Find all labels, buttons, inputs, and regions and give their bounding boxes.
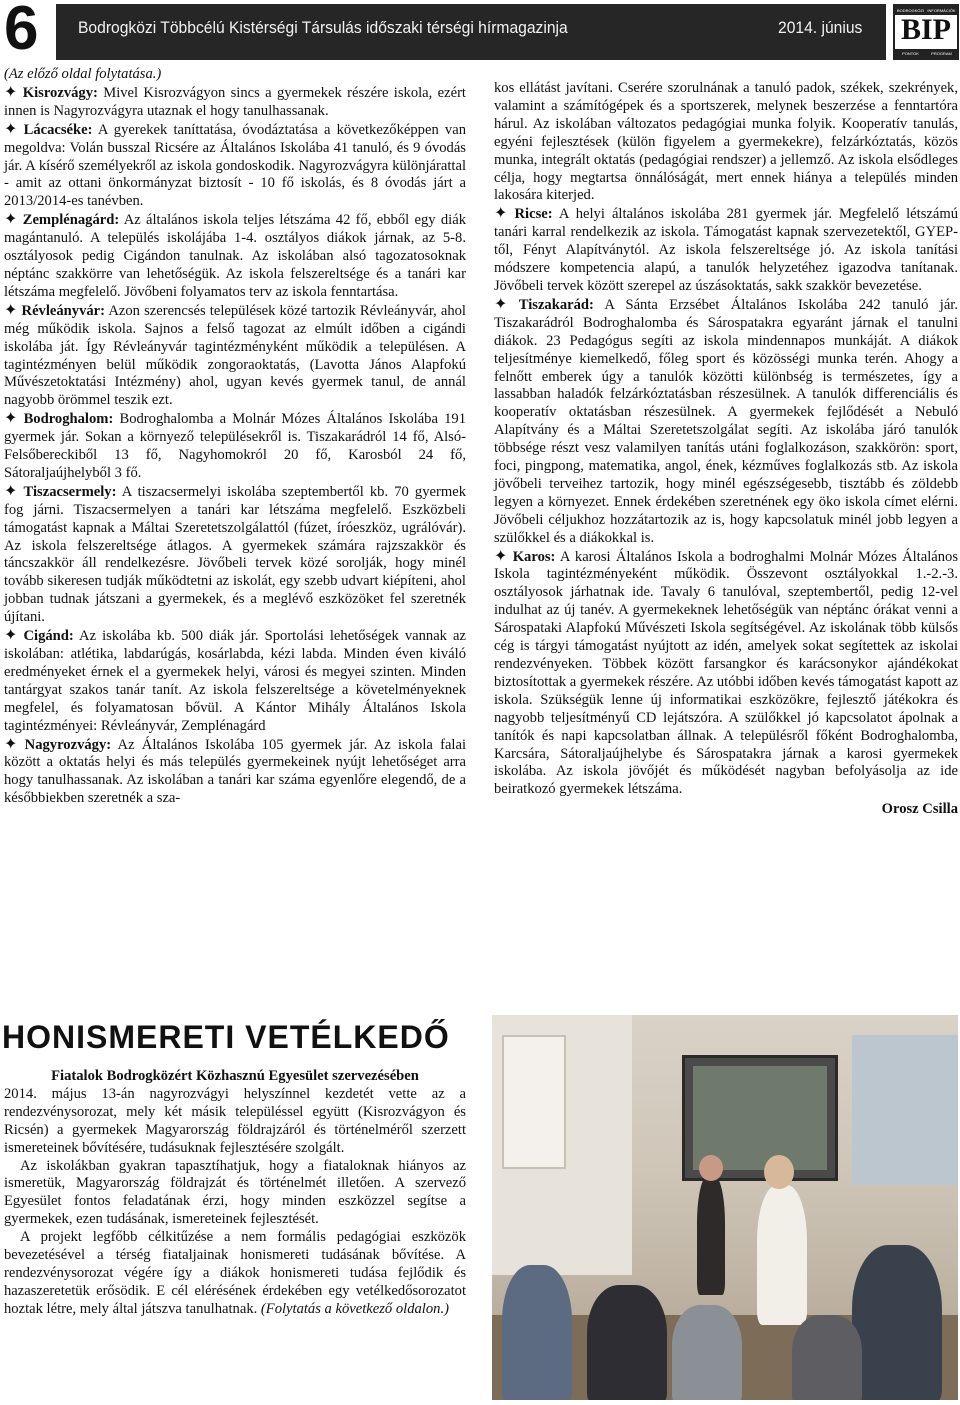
logo-top-right: INFORMÁCIÓK: [927, 8, 956, 13]
paragraph-text: A tiszacsermelyi iskolába szeptembertől kb. 70 gyermek fog járni. Tiszacsermelyen a tanári kar létszáma megfelelő. Eszközbeli támogatást kapnak a Máltai Szeretetszolgálattól (fúzet, íróeszköz, ugrálóvár). Az iskola felszereltsége átlagos. A gyermekek számára rajzszakkör és táncszakkör áll rendelkezésre. Jövőbeli tervek közé sorolják, hogy minél tovább sikeresen tudják működtetni az iskolát, egy szebb udvart kiépíteni, ahol jobban tudnak játszani a gyermekek, és a meglévő eszközöket fel szeretnék újítani.: [4, 483, 466, 626]
paragraph-zemplenagard: [4, 211, 466, 302]
photo-banner: [852, 1035, 958, 1185]
paragraph-text: Az iskolába kb. 500 diák jár. Sportolási lehetőségek vannak az iskolában: atlétika, labdarúgás, kosárlabda, kézi labda. Minden éven kiváló eredményeket érnek el a gyermekek helyi, városi és megyei szinten. Minden tantárgyat szakos tanár tanít. Az iskola felszereltsége a követelményeknek megfelel, és folyamatosan bővül. A Kántor Mihály Általános Iskola tagintézményei: Révleányvár, Zemplénagárd: [4, 628, 466, 734]
article-paragraph-text: A projekt legfőbb célkitűzése a nem formális pedagógiai eszközök bevezetésével a térség fiataljainak honismereti tudásának bővítése. A rendezvénysorozat végére így a diákok honismereti tudása fejlődik és hazaszeretetük erősödik. E cél elérésének érdekében egy vetélkedősorozatot hoztak létre, mely által játszva tanulhatnak.: [4, 1229, 466, 1317]
village-name: Lácacséke:: [23, 121, 93, 138]
paragraph-text: Bodroghalomba a Molnár Mózes Általános Iskolába 191 gyermek jár. Sokan a környező településekről is. Tiszakarádról 14 fő, Alsó-Felsőbereckiből 13 fő, Nagyhomokról 20 fő, Karosból 24 fő, Sátoraljaújhelyből 3 fő.: [4, 411, 466, 481]
event-photo: [492, 1015, 958, 1400]
logo-top-left: BODROGKÖZI: [896, 8, 925, 13]
bip-logo: [893, 4, 959, 60]
photo-window: [502, 1035, 566, 1169]
village-name: Tiszacsermely:: [23, 483, 117, 500]
page-number: 6: [4, 0, 39, 63]
star-bullet-icon: ✦: [4, 627, 18, 645]
page-header: [0, 0, 960, 62]
star-bullet-icon: ✦: [4, 735, 18, 753]
paragraph-text: Az Általános Iskolába 105 gyermek jár. Az iskola falai között a oktatás helyi és más település gyermekeinek nyújt lehetőséget arra hogy tanulhassanak. Az iskolában a tanári kar száma egyenlőre elegendő, de a későbbiekben szeretnék a sza-: [4, 736, 467, 807]
paragraph-text: A Sánta Erzsébet Általános Iskolába 242 tanuló jár. Tiszakarádról Bodroghalomba és Sárospatakra egyaránt járnak el tanulni diákok. 23 Pedagógus segíti az iskola mindennapos munkáját. A diákok teljesítménye kiemelkedő, főleg sport és közösségi munka terén. Ahogy a felnőtt emberek úgy a tanulók közötti különbség is természetes, így a lassabban haladók felzárkóztatásban részesülnek. A tanulók differenciális és kooperatív oktatásban részesülnek. A gyermekek fejlődését a Nebuló Alapítvány és a Máltai Szeretetszolgálat segíti. Az iskolába járó tanulók többsége részt vesz valamilyen tanítás utáni foglalkozáson, szakkörön: sport, foci, pingpong, matematika, angol, ének, kézműves foglalkozás stb. Az iskola jövőbeli terveihez tartozik, hogy minél egészségesebb, tisztább és zöldebb legyen a környezet. Ennek érdekében szeretnének egy öko iskola címet elérni. Jövőbeli céljukhoz hozzátartozik az is, hogy kapcsolatuk minél jobb legyen a szülőkkel és a diákokkal is.: [494, 296, 958, 546]
paragraph-continued: kos ellátást javítani. Cserére szorulnának a tanuló padok, székek, szekrények, valamint a számítógépek és a sportszerek, melynek beszerzése a fenntartóra hárul. Az iskolában változatos pedagógiai munka folyik. Kooperatív tanulás, egyéni fejlesztések (külön figyelem a gyermekekre), felzárkóztatás, közös munka, integrált oktatás (pedagógiai rendszer) a jellemző. Az iskola elsődleges célja, hogy megtartsa önnálóságát, mert ennek hiánya a település minden lakosára kiterjed.: [494, 80, 958, 204]
village-name: Ricse:: [514, 206, 553, 223]
paragraph-kisrozvagy: [4, 84, 466, 121]
village-name: Kisrozvágy:: [22, 84, 98, 101]
continuation-note: (Az előző oldal folytatása.): [4, 66, 162, 82]
star-bullet-icon: ✦: [494, 295, 508, 313]
article-paragraph: [4, 1229, 466, 1319]
photo-child: [502, 1265, 572, 1400]
star-bullet-icon: ✦: [494, 205, 508, 223]
author-signature: Orosz Csilla: [881, 801, 958, 818]
article-body: [4, 1068, 466, 1319]
magazine-title: Bodrogközi Többcélú Kistérségi Társulás időszaki térségi hírmagazinja: [78, 18, 568, 37]
photo-child: [672, 1305, 742, 1400]
photo-person-presenter: [757, 1185, 807, 1325]
village-name: Karos:: [512, 548, 556, 565]
continuation-link-text: (Folytatás a következő oldalon.): [260, 1300, 449, 1317]
paragraph-text: A helyi általános iskolába 281 gyermek jár. Megfelelő létszámú tanári karral rendelkezik az iskola. Támogatást kapnak szervezetektől, GYEP-től, Fényt Alapítványtól. Az iskola felszereltsége jó. Az iskola tanítási módszere kompetencia alapú, a tanulók helyzetéhez igazodva tanítanak. Jövőbeli tervek között szerepel az úszásoktatás, sakk szakkör bevezetése.: [494, 206, 958, 294]
paragraph-text: A gyerekek taníttatása, óvodáztatása a következőképpen van megoldva: Volán busszal Ricsére az Általános Iskolába 41 tanuló, és 9 óvodás jár. A kísérő személyekről az iskola gondoskodik. Nagyrozvágyra különjárattal - amit az ottani önkormányzat biztosít - 10 fő iskolás, és 8 óvodás járt a 2013/2014-es tanévben.: [4, 121, 466, 210]
photo-person-head: [699, 1155, 723, 1181]
village-name: Bodroghalom:: [23, 411, 114, 428]
star-bullet-icon: ✦: [4, 410, 18, 428]
paragraph-tiszakarad: [494, 296, 958, 548]
left-column: [4, 66, 466, 808]
article-paragraph: 2014. május 13-án nagyrozvágyi helyszínnel kezdetét vette az a rendezvénysorozat, mely két másik településsel együtt (Kisrozvágyon és Ricsén) a gyermekek Magyarország földrajzáról és történelméről szerzett ismereteinek bővítésére, tudásuknak fejlesztésére szolgált.: [4, 1085, 466, 1156]
star-bullet-icon: ✦: [4, 120, 18, 138]
paragraph-tiszacsermely: [4, 483, 466, 627]
article-lead: Fiatalok Bodrogközért Közhasznú Egyesület szervezésében: [51, 1068, 419, 1084]
paragraph-revleanyvar: [4, 302, 466, 410]
village-name: Nagyrozvágy:: [24, 736, 112, 753]
star-bullet-icon: ✦: [4, 211, 18, 229]
logo-bottom-right: PROGRAM: [926, 49, 957, 58]
village-name: Cigánd:: [23, 628, 74, 645]
paragraph-karos: [494, 548, 958, 800]
logo-letters: BIP: [900, 13, 951, 46]
star-bullet-icon: ✦: [4, 83, 18, 101]
paragraph-nagyrozvagy: [4, 736, 466, 809]
star-bullet-icon: ✦: [4, 301, 18, 319]
right-column: [494, 80, 958, 819]
article-headline: HONISMERETI VETÉLKEDŐ: [2, 1019, 450, 1055]
photo-person-head: [764, 1155, 794, 1189]
logo-bottom-left: PONTOK: [895, 49, 926, 58]
village-name: Tiszakarád:: [518, 296, 594, 313]
paragraph-text: Azon szerencsés települések közé tartozik Révleányvár, ahol még működik iskola. Sajnos a felső tagozat az elmúlt időben a cigándi iskolába ját. Így Révleányvár tagintézményként működik a településen. A tagintézményen belül működik zongoraoktatás, (Lavotta János Alapfokú Művészetoktatási Intézmény) ahol, ugyan kevés gyermek tanul, de annál nagyobb örömmel teszik ezt.: [4, 302, 466, 409]
photo-person-girl: [697, 1175, 725, 1295]
photo-child: [587, 1285, 667, 1400]
star-bullet-icon: ✦: [494, 547, 508, 565]
paragraph-ricse: [494, 205, 958, 296]
village-name: Zemplénagárd:: [22, 212, 120, 229]
paragraph-bodroghalom: [4, 410, 466, 483]
article-paragraph: Az iskolákban gyakran tapasztíhatjuk, hogy a fiataloknak hiányos az ismeretük, Magyarország földrajzát és történelmét illetően. A szervező Egyesület fontos feladatának érzi, hogy minden eszközzel segítse a gyermekek, ezen tudásának, ismereteinek fejlesztését.: [4, 1157, 466, 1228]
paragraph-text: A karosi Általános Iskola a bodroghalmi Molnár Mózes Általános Iskola tagintézményeként működik. Összevont osztályokkal 1.-2.-3. osztályosok járhatnak ide. Tavaly 6 tanulóval, szeptembertől, pedig 12-vel indulhat az új tanév. A gyermekeknek lehetőségük van néptánc órákat venni a Sárospataki Alapfokú Művészeti Iskola segítségével. Az iskolának több külsős cég is tárgyi támogatást nyújtott az idén, amelyek sokat segítettek az iskolai rendezvényeken. Többek között farsangkor és karácsonykor ajándékokat biztosítottak a gyermekek részére. Az utóbbi időben kevés támogatást kapott az iskola. Szükségük lenne új informatikai eszközökre, fejlesztő játékokra és nagyobb teljesítményű CD lejátszóra. A szülőkkel jó kapcsolatot ápolnak a tanítók és napi kapcsolatban állnak. A településről főként Bodroghalomba, Karcsára, Sátoraljaújhelybe és Sárospatakra járnak a karosi gyermekek iskolába. Az iskola jövőjét és működését nagyban befolyásolja az ide beiratkozó gyermekek létszáma.: [494, 548, 959, 798]
photo-child: [852, 1245, 942, 1400]
paragraph-cigand: [4, 627, 466, 735]
star-bullet-icon: ✦: [4, 482, 18, 500]
paragraph-lacacseke: [4, 121, 466, 212]
paragraph-text: Mivel Kisrozvágyon sincs a gyermekek részére iskola, ezért innen is Nagyrozvágyra utaznak el hogy tanulhassanak.: [4, 84, 466, 119]
photo-child: [792, 1315, 862, 1400]
village-name: Révleányvár:: [21, 302, 106, 319]
issue-date: 2014. június: [778, 18, 863, 37]
paragraph-text: Az általános iskola teljes létszáma 42 fő, ebből egy diák magántanuló. A település iskolájába 1-4. osztályos diákok járnak, az 5-8. osztályosok pedig Cigándon tanulnak. Az iskolában alsó tagozatosoknak néptánc szakkörre van lehetőségük. Az iskola felszereltsége és a tanári kar létszáma megfelelő. Jövőbeni folyamatos terv az iskola fenntartása.: [4, 212, 466, 300]
